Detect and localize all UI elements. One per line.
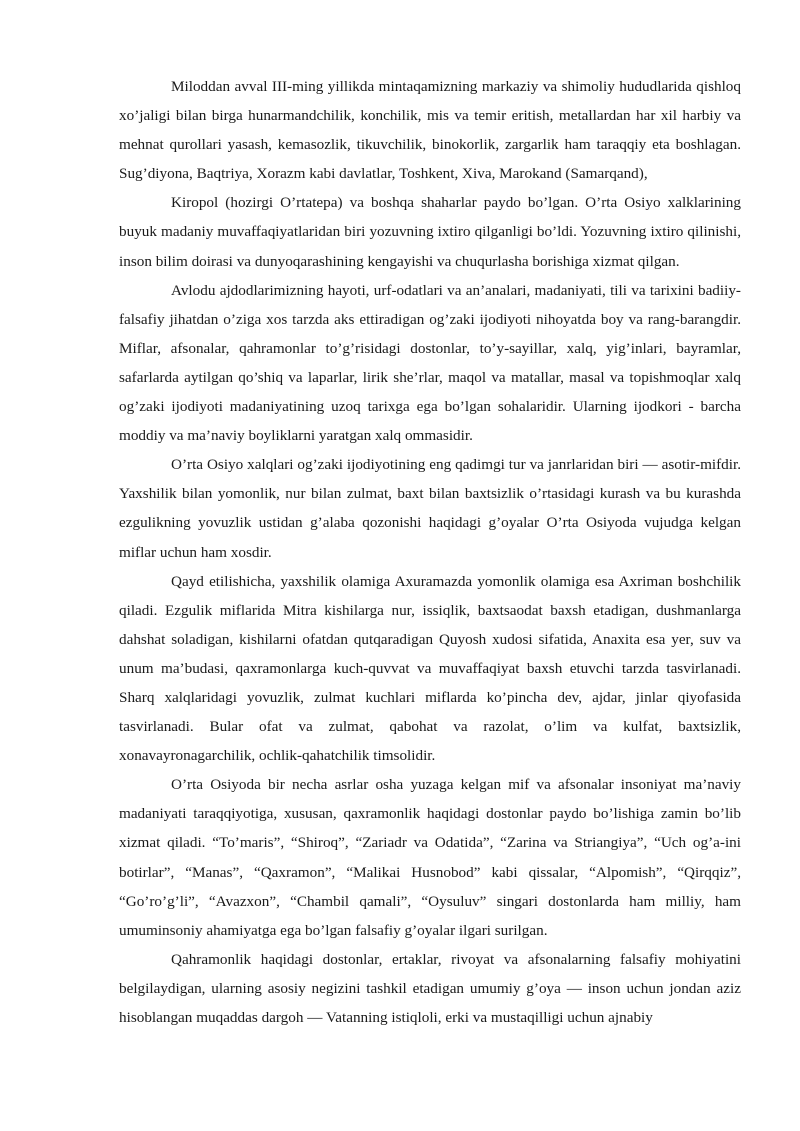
- paragraph-2: Kiropol (hozirgi O’rtatepa) va boshqa shaharlar paydo bo’lgan. O’rta Osiyo xalklarining buyuk madaniy muvaffaqiyatlaridan biri yozuvning ixtiro qilganligi bo’ldi. Yozuvning ixtiro qilinishi, inson bilim doirasi va dunyoqarashining kengayishi va chuqurlasha borishiga xizmat qilgan.: [119, 194, 741, 270]
- document-body: [119, 72, 741, 1032]
- paragraph-3: Avlodu ajdodlarimizning hayoti, urf-odatlari va an’analari, madaniyati, tili va tarixini badiiy-falsafiy jihatdan o’ziga xos tarzda aks ettiradigan og’zaki ijodiyoti nihoyatda boy va rang-barangdir. Miflar, afsonalar, qahramonlar to’g’risidagi dostonlar, to’y-sayillar, xalq, yig’inlari, bayramlar, safarlarda aytilgan qo’shiq va laparlar, lirik she’rlar, maqol va matallar, masal va topishmoqlar xalq og’zaki ijodiyoti madaniyatining uzoq tarixga ega bo’lgan sohalaridir. Ularning ijodkori - barcha moddiy va ma’naviy boyliklarni yaratgan xalq ommasidir.: [119, 281, 741, 445]
- paragraph-7: Qahramonlik haqidagi dostonlar, ertaklar, rivoyat va afsonalarning falsafiy mohiyatini belgilaydigan, ularning asosiy negizini tashkil etadigan umumiy g’oya — inson uchun jondan aziz hisoblangan muqaddas dargoh — Vatanning istiqloli, erki va mustaqilligi uchun ajnabiy: [119, 950, 741, 1026]
- paragraph-5: Qayd etilishicha, yaxshilik olamiga Axuramazda yomonlik olamiga esa Axriman boshchilik qiladi. Ezgulik miflarida Mitra kishilarga nur, issiqlik, baxtsaodat baxsh etadigan, dushmanlarga dahshat soladigan, kishilarni ofatdan qutqaradigan Quyosh xudosi sifatida, Anaxita esa yer, suv va unum ma’budasi, qaxramonlarga kuch-quvvat va muvaffaqiyat baxsh etuvchi tarzda tasvirlanadi. Sharq xalqlaridagi yovuzlik, zulmat kuchlari miflarda ko’pincha dev, ajdar, jinlar qiyofasida tasvirlanadi. Bular ofat va zulmat, qabohat va razolat, o’lim va kulfat, baxtsizlik, xonavayronagarchilik, ochlik-qahatchilik timsolidir.: [119, 572, 741, 765]
- paragraph-1: Miloddan avval III-ming yillikda mintaqamizning markaziy va shimoliy hududlarida qishloq xo’jaligi bilan birga hunarmandchilik, konchilik, mis va temir eritish, metallardan har xil harbiy va mehnat qurollari yasash, kemasozlik, tikuvchilik, binokorlik, zargarlik ham taraqqiy eta boshlagan. Sug’diyona, Baqtriya, Xorazm kabi davlatlar, Toshkent, Xiva, Marokand (Samarqand),: [119, 78, 741, 183]
- paragraph-6: O’rta Osiyoda bir necha asrlar osha yuzaga kelgan mif va afsonalar insoniyat ma’naviy madaniyati taraqqiyotiga, xususan, qaxramonlik haqidagi dostonlar paydo bo’lishiga zamin bo’lib xizmat qiladi. “To’maris”, “Shiroq”, “Zariadr va Odatida”, “Zarina va Striangiya”, “Uch og’a-ini botirlar”, “Manas”, “Qaxramon”, “Malikai Husnobod” kabi qissalar, “Alpomish”, “Qirqqiz”, “Go’ro’g’li”, “Avazxon”, “Chambil qamali”, “Oysuluv” singari dostonlarda ham milliy, ham umuminsoniy ahamiyatga ega bo’lgan falsafiy g’oyalar ilgari surilgan.: [119, 776, 741, 939]
- paragraph-4: O’rta Osiyo xalqlari og’zaki ijodiyotining eng qadimgi tur va janrlaridan biri — asotir-mifdir. Yaxshilik bilan yomonlik, nur bilan zulmat, baxt bilan baxtsizlik o’rtasidagi kurash va bu kurashda ezgulikning yovuzlik ustidan g’alaba qozonishi haqidagi g’oyalar O’rta Osiyoda vujudga kelgan miflar uchun ham xosdir.: [119, 456, 741, 561]
